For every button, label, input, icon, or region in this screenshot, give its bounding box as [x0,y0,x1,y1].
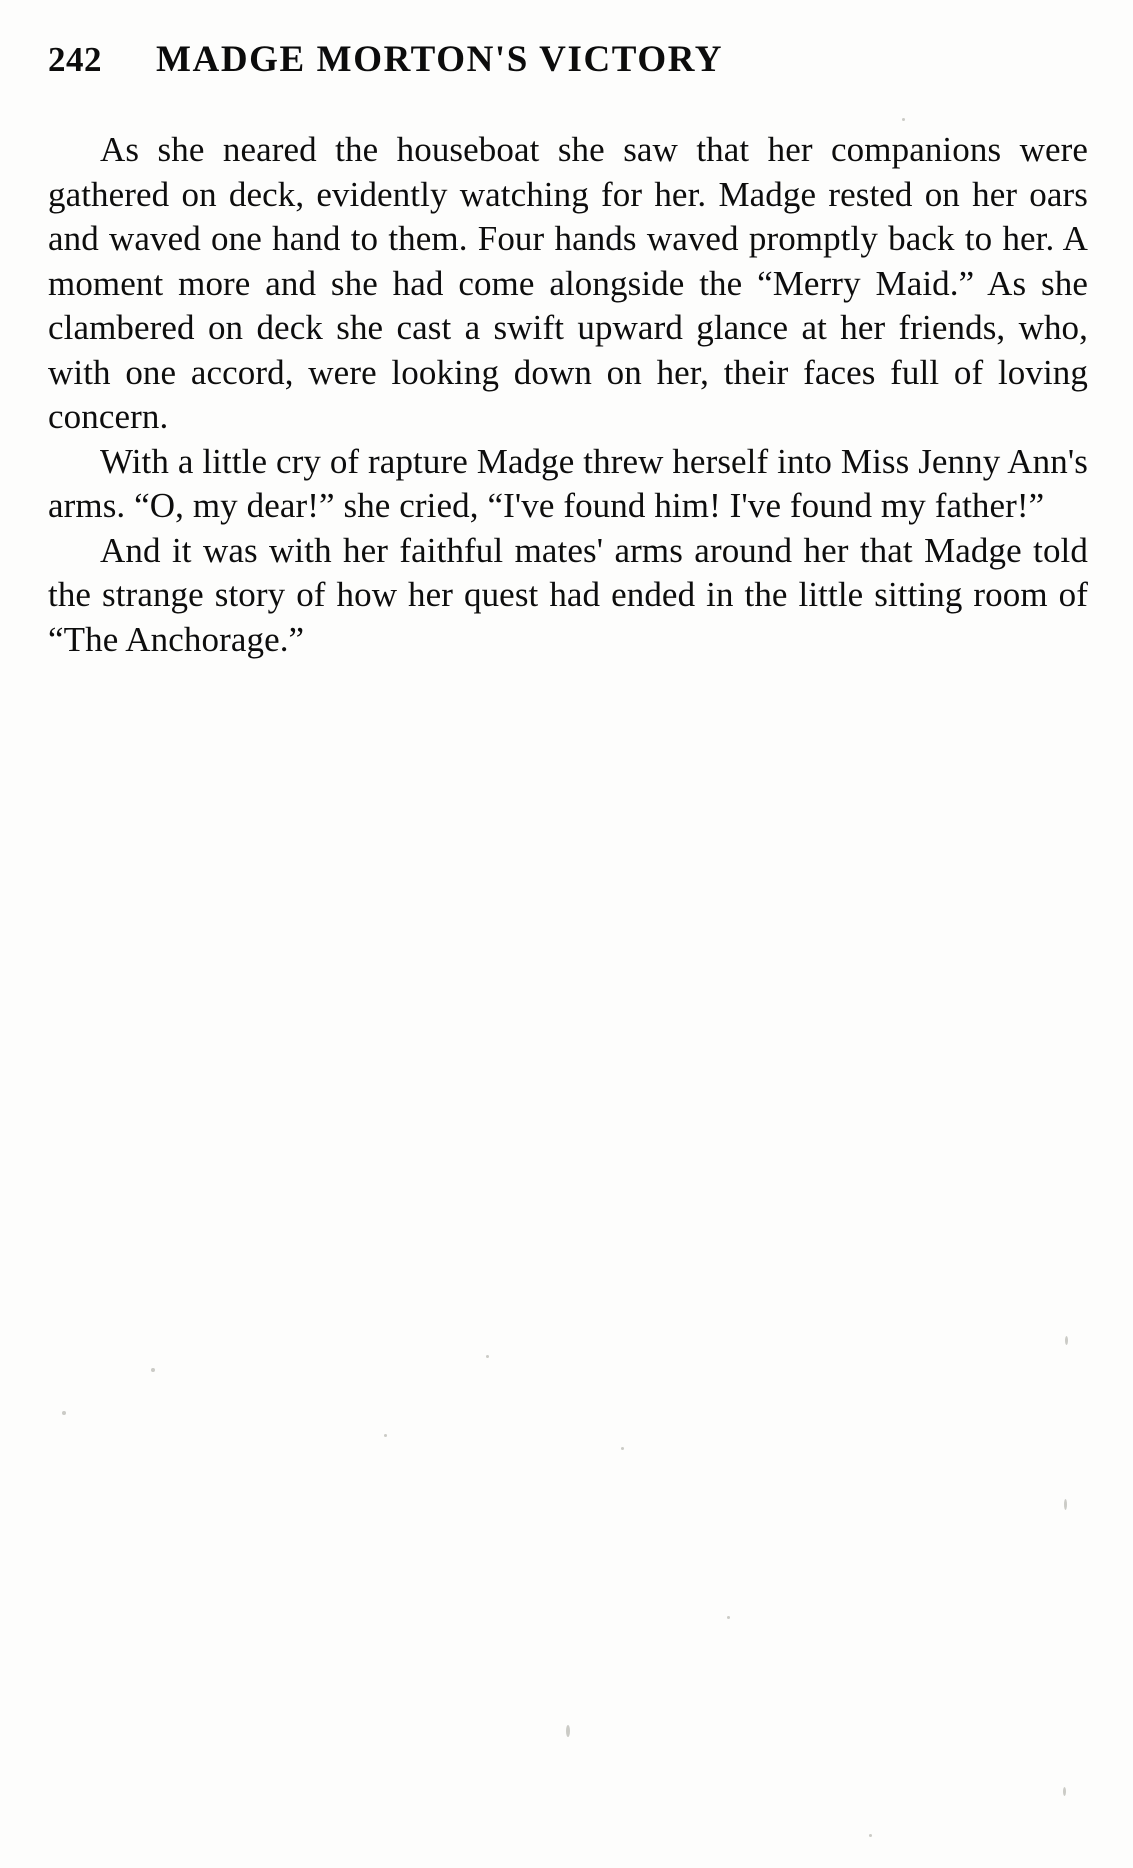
page-body [48,128,1088,662]
page-number: 242 [48,40,102,79]
scan-speck [1064,1499,1067,1510]
scan-speck [869,1834,872,1837]
scan-speck [151,1368,155,1372]
paragraph: And it was with her faithful mates' arms around her that Madge told the strange story of how her quest had ended in the little sitting room of “The Anchorage.” [48,530,1088,659]
paragraph: With a little cry of rapture Madge threw herself into Miss Jenny Ann's arms. “O, my dear!” she cried, “I've found him! I've found my father!” [48,441,1088,525]
scan-speck [566,1725,570,1737]
scan-speck [727,1616,730,1619]
scan-speck [384,1434,387,1437]
scan-speck [62,1411,66,1415]
scan-speck [1063,1787,1066,1796]
scan-speck [902,118,905,121]
page-header [48,38,1085,90]
paragraph: As she neared the houseboat she saw that her companions were gathered on deck, evidently watching for her. Madge rested on her oars and waved one hand to them. Four hands waved promptly back to her. A moment more and she had come alongside the “Merry Maid.” As she clambered on deck she cast a swift upward glance at her friends, who, with one accord, were looking down on her, their faces full of loving concern. [48,130,1088,436]
scan-speck [1065,1336,1068,1345]
running-head-title: MADGE MORTON'S VICTORY [156,39,724,80]
scan-speck [621,1447,624,1450]
scan-speck [486,1355,489,1358]
